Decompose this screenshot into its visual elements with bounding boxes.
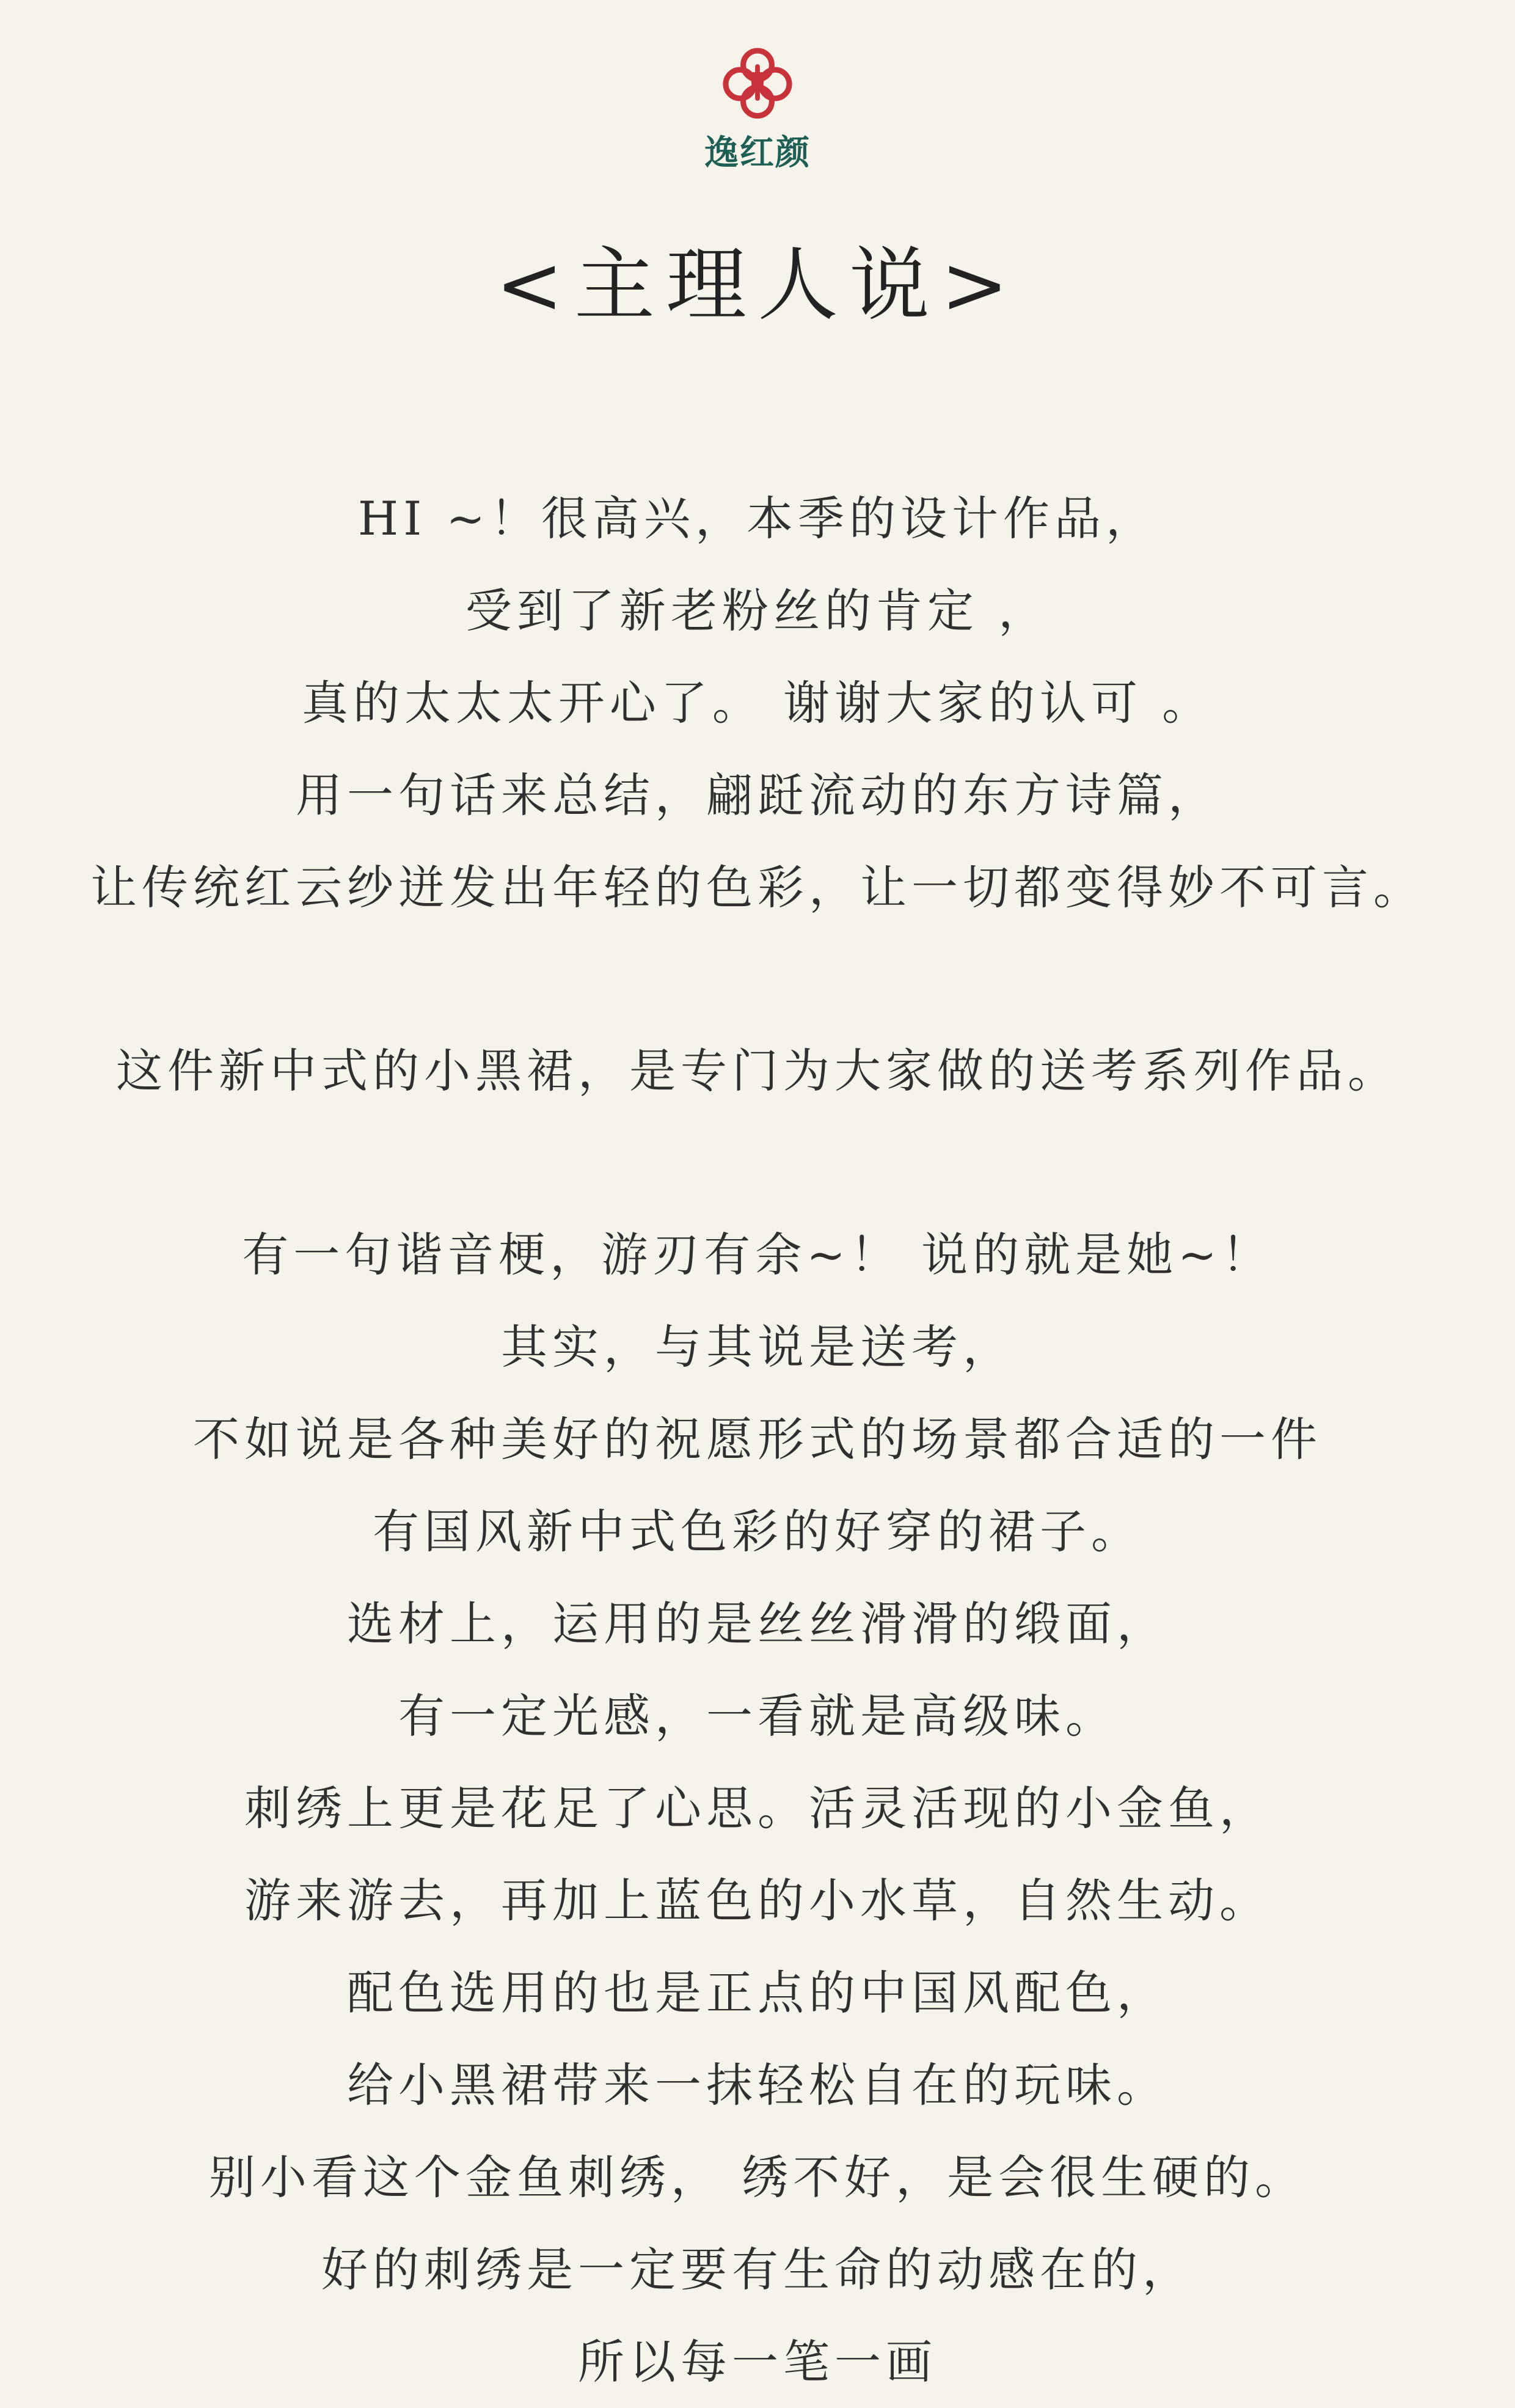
text-line: 真的太太太开心了。 谢谢大家的认可 。 xyxy=(301,676,1214,730)
text-line: 有一定光感，一看就是高级味。 xyxy=(398,1689,1117,1743)
paragraph-1 xyxy=(0,472,1515,934)
brand xyxy=(0,43,1515,175)
text-line: 别小看这个金鱼刺绣， 绣不好，是会很生硬的。 xyxy=(208,2150,1307,2205)
text-line: 刺绣上更是花足了心思。活灵活现的小金鱼， xyxy=(244,1781,1271,1835)
text-line: HI ~！很高兴，本季的设计作品， xyxy=(357,491,1158,546)
text-line: 所以每一笔一画 xyxy=(578,2335,937,2389)
text-line: 给小黑裙带来一抹轻松自在的玩味。 xyxy=(347,2058,1168,2112)
text-line: 让传统红云纱迸发出年轻的色彩，让一切都变得妙不可言。 xyxy=(90,860,1425,915)
text-line: 配色选用的也是正点的中国风配色， xyxy=(347,1966,1168,2020)
clover-flower-logo-icon xyxy=(718,43,797,122)
text-line: 受到了新老粉丝的肯定 ， xyxy=(465,584,1050,638)
text-line: 其实，与其说是送考， xyxy=(501,1320,1014,1374)
text-line: 游来游去，再加上蓝色的小水草，自然生动。 xyxy=(244,1873,1271,1928)
text-line: 好的刺绣是一定要有生命的动感在的， xyxy=(321,2242,1194,2297)
brand-name: 逸红颜 xyxy=(704,133,811,173)
paragraph-2 xyxy=(0,1025,1515,1117)
text-line: 这件新中式的小黑裙，是专门为大家做的送考系列作品。 xyxy=(116,1044,1399,1098)
text-line: 有一句谐音梗，游刃有余~！ 说的就是她~！ xyxy=(242,1228,1273,1282)
text-line: 选材上，运用的是丝丝滑滑的缎面， xyxy=(347,1597,1168,1651)
text-line: 用一句话来总结，翩跹流动的东方诗篇， xyxy=(296,768,1219,822)
paragraph-3 xyxy=(0,1209,1515,2408)
text-line: 不如说是各种美好的祝愿形式的场景都合适的一件 xyxy=(193,1412,1322,1466)
page-title: <主理人说> xyxy=(495,238,1020,332)
text-line: 有国风新中式色彩的好穿的裙子。 xyxy=(373,1504,1142,1559)
